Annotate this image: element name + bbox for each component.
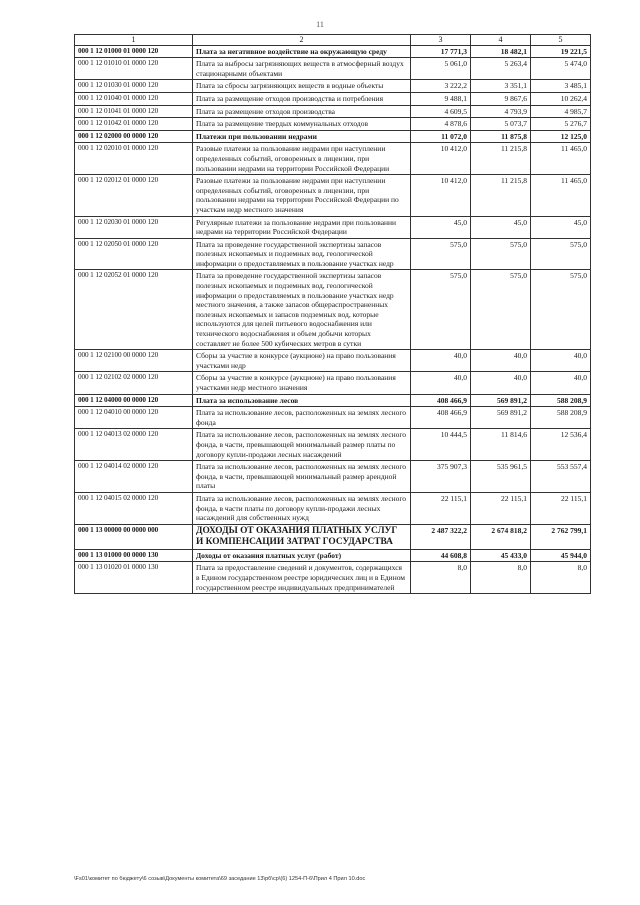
budget-code-cell: 000 1 12 04013 02 0000 120 — [75, 429, 193, 461]
value-col3-cell: 10 444,5 — [411, 429, 471, 461]
value-col4-cell: 11 814,6 — [471, 429, 531, 461]
value-col5-cell: 45,0 — [531, 216, 591, 238]
value-col5-cell: 4 985,7 — [531, 105, 591, 118]
budget-code-cell: 000 1 12 02012 01 0000 120 — [75, 175, 193, 216]
value-col4-cell: 22 115,1 — [471, 492, 531, 524]
file-path-footer: \Fs01\комитет по бюджету\6 созыв\Документы комитета\69 заседание 13\рб\ср\(6) 1254-П-6\Прил 4 Прил 10.doc — [74, 876, 366, 882]
value-col5-cell: 19 221,5 — [531, 45, 591, 58]
description-cell: Плата за размещение отходов производства — [193, 105, 411, 118]
value-col4-cell: 3 351,1 — [471, 80, 531, 93]
table-row — [75, 429, 591, 461]
budget-code-cell: 000 1 12 01042 01 0000 120 — [75, 118, 193, 131]
table-row — [75, 118, 591, 131]
value-col4-cell: 8,0 — [471, 562, 531, 594]
value-col4-cell: 40,0 — [471, 350, 531, 372]
description-cell: Регулярные платежи за пользование недрами при пользовании недрами на территории Российской Федерации — [193, 216, 411, 238]
description-cell: Плата за использование лесов, расположенных на землях лесного фонда, в части, превышающей минимальный размер арендной платы — [193, 461, 411, 493]
value-col5-cell: 11 465,0 — [531, 175, 591, 216]
budget-code-cell: 000 1 12 01030 01 0000 120 — [75, 80, 193, 93]
value-col4-cell: 569 891,2 — [471, 394, 531, 407]
value-col5-cell: 45 944,0 — [531, 549, 591, 562]
value-col5-cell: 553 557,4 — [531, 461, 591, 493]
table-row — [75, 92, 591, 105]
budget-code-cell: 000 1 12 01041 01 0000 120 — [75, 105, 193, 118]
column-header-5: 5 — [531, 35, 591, 46]
value-col3-cell: 408 466,9 — [411, 407, 471, 429]
description-cell: Плата за проведение государственной экспертизы запасов полезных ископаемых и подземных вод, геологической информации о предоставляемых в пользование участках недр местного значения, а также запасов общераспространенных полезных ископаемых и запасов подземных вод, которые используются для целей питьевого водоснабжения или технического водоснабжения и объем добычи которых составляет не более 500 кубических метров в сутки — [193, 270, 411, 350]
column-header-3: 3 — [411, 35, 471, 46]
description-cell: Разовые платежи за пользование недрами при наступлении определенных событий, оговоренных в лицензии, при пользовании недрами на территории Российской Федерации — [193, 143, 411, 175]
budget-code-cell: 000 1 12 02050 01 0000 120 — [75, 238, 193, 270]
value-col5-cell: 588 208,9 — [531, 407, 591, 429]
budget-code-cell: 000 1 13 00000 00 0000 000 — [75, 524, 193, 549]
value-col4-cell: 45,0 — [471, 216, 531, 238]
budget-code-cell: 000 1 12 04015 02 0000 120 — [75, 492, 193, 524]
budget-code-cell: 000 1 12 01000 01 0000 120 — [75, 45, 193, 58]
value-col3-cell: 3 222,2 — [411, 80, 471, 93]
description-cell: Плата за проведение государственной экспертизы запасов полезных ископаемых и подземных вод, геологической информации о предоставляемых в пользование участках недр — [193, 238, 411, 270]
value-col4-cell: 11 875,8 — [471, 130, 531, 143]
value-col5-cell: 10 262,4 — [531, 92, 591, 105]
value-col4-cell: 5 073,7 — [471, 118, 531, 131]
table-row — [75, 143, 591, 175]
table-row — [75, 562, 591, 594]
value-col3-cell: 8,0 — [411, 562, 471, 594]
table-row — [75, 407, 591, 429]
table-row — [75, 394, 591, 407]
table-row — [75, 461, 591, 493]
page-number: 11 — [316, 20, 324, 29]
value-col3-cell: 22 115,1 — [411, 492, 471, 524]
value-col3-cell: 575,0 — [411, 238, 471, 270]
table-row — [75, 372, 591, 394]
table-row — [75, 58, 591, 80]
description-cell: Сборы за участие в конкурсе (аукционе) на право пользования участками недр местного значения — [193, 372, 411, 394]
value-col3-cell: 45,0 — [411, 216, 471, 238]
description-cell: Плата за использование лесов, расположенных на землях лесного фонда, в части, превышающей минимальный размер платы по договору купли-продажи лесных насаждений — [193, 429, 411, 461]
value-col5-cell: 12 536,4 — [531, 429, 591, 461]
value-col5-cell: 40,0 — [531, 350, 591, 372]
budget-code-cell: 000 1 12 01040 01 0000 120 — [75, 92, 193, 105]
value-col3-cell: 408 466,9 — [411, 394, 471, 407]
value-col3-cell: 2 487 322,2 — [411, 524, 471, 549]
value-col5-cell: 5 276,7 — [531, 118, 591, 131]
value-col3-cell: 44 608,8 — [411, 549, 471, 562]
table-row — [75, 238, 591, 270]
value-col4-cell: 535 961,5 — [471, 461, 531, 493]
description-cell: Плата за использование лесов, расположенных на землях лесного фонда — [193, 407, 411, 429]
value-col3-cell: 9 488,1 — [411, 92, 471, 105]
table-row — [75, 350, 591, 372]
description-cell: Плата за негативное воздействие на окружающую среду — [193, 45, 411, 58]
value-col4-cell: 11 215,8 — [471, 143, 531, 175]
budget-code-cell: 000 1 12 04000 00 0000 120 — [75, 394, 193, 407]
column-header-2: 2 — [193, 35, 411, 46]
value-col3-cell: 4 878,6 — [411, 118, 471, 131]
budget-code-cell: 000 1 12 04010 00 0000 120 — [75, 407, 193, 429]
description-cell: Сборы за участие в конкурсе (аукционе) на право пользования участками недр — [193, 350, 411, 372]
value-col4-cell: 40,0 — [471, 372, 531, 394]
budget-code-cell: 000 1 12 02030 01 0000 120 — [75, 216, 193, 238]
value-col4-cell: 575,0 — [471, 238, 531, 270]
value-col3-cell: 4 609,5 — [411, 105, 471, 118]
description-cell: Плата за предоставление сведений и документов, содержащихся в Едином государственном реестре юридических лиц и в Едином государственном реестре индивидуальных предпринимателей — [193, 562, 411, 594]
column-header-1: 1 — [75, 35, 193, 46]
value-col5-cell: 11 465,0 — [531, 143, 591, 175]
table-row — [75, 524, 591, 549]
value-col3-cell: 10 412,0 — [411, 143, 471, 175]
value-col3-cell: 40,0 — [411, 350, 471, 372]
budget-code-cell: 000 1 12 02102 02 0000 120 — [75, 372, 193, 394]
description-cell: Доходы от оказания платных услуг (работ) — [193, 549, 411, 562]
value-col3-cell: 17 771,3 — [411, 45, 471, 58]
value-col5-cell: 22 115,1 — [531, 492, 591, 524]
table-row — [75, 216, 591, 238]
description-cell: Плата за размещение отходов производства и потребления — [193, 92, 411, 105]
value-col5-cell: 2 762 799,1 — [531, 524, 591, 549]
value-col3-cell: 10 412,0 — [411, 175, 471, 216]
budget-code-cell: 000 1 12 02052 01 0000 120 — [75, 270, 193, 350]
table-row — [75, 130, 591, 143]
description-cell: Платежи при пользовании недрами — [193, 130, 411, 143]
value-col4-cell: 9 867,6 — [471, 92, 531, 105]
description-cell: Плата за использование лесов — [193, 394, 411, 407]
value-col3-cell: 11 072,0 — [411, 130, 471, 143]
value-col5-cell: 40,0 — [531, 372, 591, 394]
description-cell: Плата за сбросы загрязняющих веществ в водные объекты — [193, 80, 411, 93]
value-col4-cell: 575,0 — [471, 270, 531, 350]
value-col5-cell: 3 485,1 — [531, 80, 591, 93]
budget-code-cell: 000 1 13 01020 01 0000 130 — [75, 562, 193, 594]
value-col5-cell: 5 474,0 — [531, 58, 591, 80]
description-cell: ДОХОДЫ ОТ ОКАЗАНИЯ ПЛАТНЫХ УСЛУГ И КОМПЕНСАЦИИ ЗАТРАТ ГОСУДАРСТВА — [193, 524, 411, 549]
budget-code-cell: 000 1 12 04014 02 0000 120 — [75, 461, 193, 493]
table-row — [75, 80, 591, 93]
budget-code-cell: 000 1 12 01010 01 0000 120 — [75, 58, 193, 80]
value-col4-cell: 11 215,8 — [471, 175, 531, 216]
budget-code-cell: 000 1 13 01000 00 0000 130 — [75, 549, 193, 562]
column-header-4: 4 — [471, 35, 531, 46]
value-col5-cell: 8,0 — [531, 562, 591, 594]
value-col4-cell: 2 674 818,2 — [471, 524, 531, 549]
value-col4-cell: 45 433,0 — [471, 549, 531, 562]
budget-code-cell: 000 1 12 02010 01 0000 120 — [75, 143, 193, 175]
value-col3-cell: 5 061,0 — [411, 58, 471, 80]
table-row — [75, 549, 591, 562]
table-row — [75, 175, 591, 216]
table-row — [75, 105, 591, 118]
value-col4-cell: 5 263,4 — [471, 58, 531, 80]
description-cell: Разовые платежи за пользование недрами при наступлении определенных событий, оговоренных в лицензии, при пользовании недрами на территории Российской Федерации по участкам недр местного значения — [193, 175, 411, 216]
budget-code-cell: 000 1 12 02000 00 0000 120 — [75, 130, 193, 143]
table-row — [75, 270, 591, 350]
value-col4-cell: 18 482,1 — [471, 45, 531, 58]
value-col5-cell: 575,0 — [531, 270, 591, 350]
budget-code-cell: 000 1 12 02100 00 0000 120 — [75, 350, 193, 372]
value-col5-cell: 575,0 — [531, 238, 591, 270]
table-row — [75, 45, 591, 58]
description-cell: Плата за использование лесов, расположенных на землях лесного фонда, в части платы по договору купли-продажи лесных насаждений для собственных нужд — [193, 492, 411, 524]
value-col4-cell: 4 793,9 — [471, 105, 531, 118]
value-col3-cell: 375 907,3 — [411, 461, 471, 493]
value-col3-cell: 40,0 — [411, 372, 471, 394]
table-row — [75, 492, 591, 524]
description-cell: Плата за выбросы загрязняющих веществ в атмосферный воздух стационарными объектами — [193, 58, 411, 80]
table-header-row — [75, 35, 591, 46]
value-col3-cell: 575,0 — [411, 270, 471, 350]
value-col5-cell: 12 125,0 — [531, 130, 591, 143]
description-cell: Плата за размещение твердых коммунальных отходов — [193, 118, 411, 131]
value-col4-cell: 569 891,2 — [471, 407, 531, 429]
value-col5-cell: 588 208,9 — [531, 394, 591, 407]
budget-table — [74, 34, 591, 594]
